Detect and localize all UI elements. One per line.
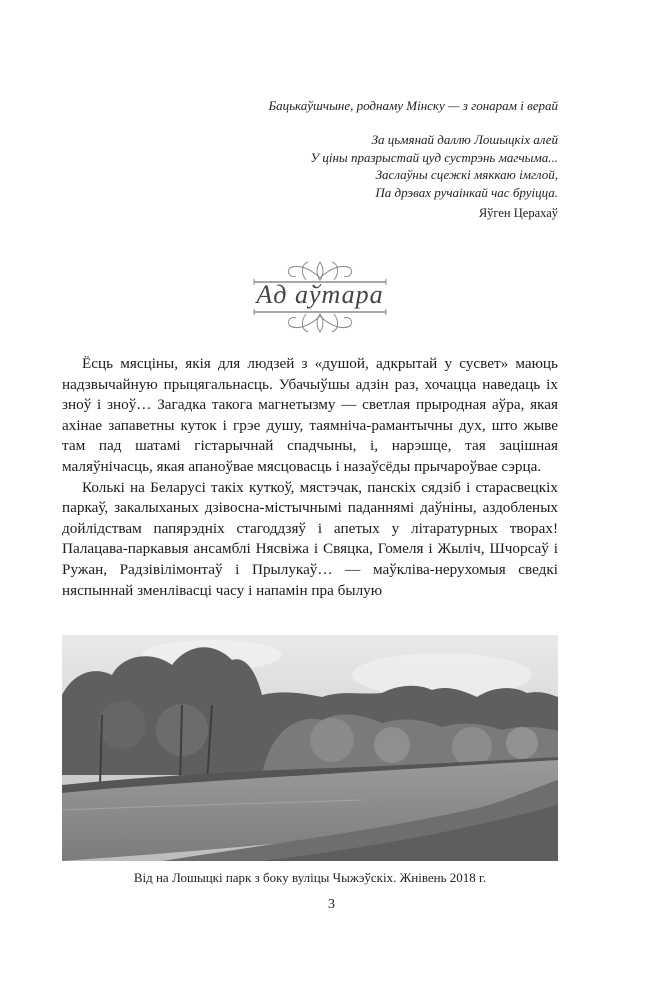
- photo-caption: Від на Лошыцкі парк з боку вуліцы Чыжэўскіх. Жнівень 2018 г.: [133, 870, 487, 885]
- dedication: Бацькаўшчыне, роднаму Мінску — з гонарам і верай: [268, 98, 558, 113]
- page-number: 3: [328, 897, 335, 912]
- body-text: [62, 354, 558, 601]
- section-heading-ornament: [250, 258, 390, 334]
- epigraph: [200, 131, 558, 201]
- photo-landscape: [62, 635, 558, 861]
- paragraph: Колькі на Беларусі такіх куткоў, мястэчак, панскіх сядзіб і старасвецкіх паркаў, закалыханых дзівосна-містычнымі паданнямі даўніны, аздобленых дойлідствам папярэдніх стагоддзяў і апетых у літаратурных творах! Палацава-паркавыя ансамблі Нясвіжа і Свяцка, Гомеля і Жыліч, Шчорсаў і Ружан, Радзівілімонтаў і Прылукаў… — маўкліва-нерухомыя сведкі няспыннай зменлівасці часу і напамін пра былую: [62, 478, 558, 599]
- section-heading: Ад аўтара: [256, 280, 384, 309]
- paragraph: Ёсць мясціны, якія для людзей з «душой, адкрытай у сусвет» маюць надзвычайную прыцягальнасць. Убачыўшы адзін раз, хочацца наведаць іх зноў і зноў… Загадка такога магнетызму — светлая прыродная аўра, якая ахінае запаветны куток і грэе душу, таямніча-рамантычны дух, што жыве там пад шатамі гістарычнай спадчыны, і, нарэшце, тая зацішная маляўнічасць, якая апаноўвае мясцовасць і назаўсёды прычароўвае сэрца.: [62, 355, 558, 475]
- lake-park-photo: [62, 635, 558, 861]
- epigraph-author: Яўген Церахаў: [478, 206, 558, 220]
- epigraph-line: У ціны празрыстай цуд сустрэнь магчыма...: [310, 149, 558, 165]
- epigraph-line: Па дрэвах ручаінкай час бруіцца.: [375, 184, 558, 200]
- epigraph-line: Заслаўны сцежкі мяккаю імглой,: [375, 167, 558, 182]
- epigraph-line: За цьмянай даллю Лошыцкіх алей: [371, 132, 558, 147]
